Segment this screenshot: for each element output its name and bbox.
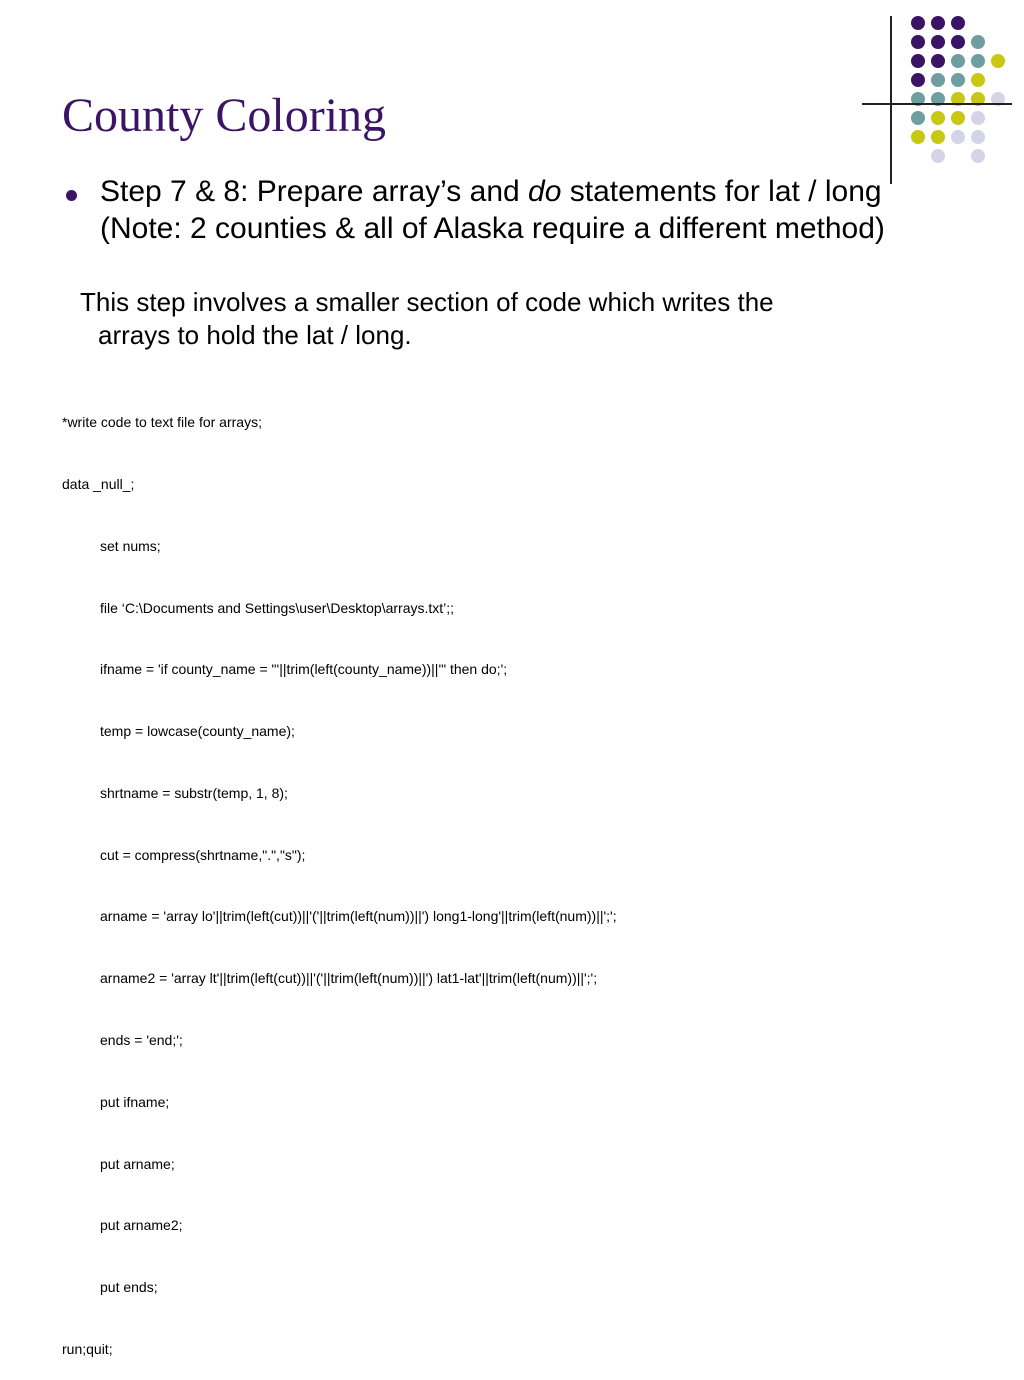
decor-dot bbox=[911, 111, 925, 125]
code-line: *write code to text file for arrays; bbox=[62, 414, 262, 431]
decor-dot bbox=[971, 111, 985, 125]
subtext-line-1: This step involves a smaller section of code which writes the bbox=[80, 287, 774, 317]
subtext-line-2: arrays to hold the lat / long. bbox=[98, 320, 412, 350]
code-line: ends = 'end;'; bbox=[100, 1032, 183, 1048]
code-block bbox=[62, 371, 617, 1380]
bullet-item bbox=[62, 173, 962, 247]
code-line: set nums; bbox=[100, 537, 161, 554]
code-line: ifname = 'if county_name = "'||trim(left(county_name))||'" then do;'; bbox=[100, 661, 508, 678]
decor-dot bbox=[911, 73, 925, 87]
decor-dot bbox=[931, 149, 945, 163]
decor-dot bbox=[911, 130, 925, 144]
bullet-text-start: Step 7 & 8: Prepare array’s and bbox=[100, 175, 529, 208]
decor-dot bbox=[931, 73, 945, 87]
decorative-dot-grid bbox=[0, 0, 1024, 170]
decor-dot bbox=[971, 130, 985, 144]
decor-dot bbox=[991, 54, 1005, 68]
decor-dot bbox=[931, 54, 945, 68]
decor-dot bbox=[971, 54, 985, 68]
divider-horizontal bbox=[862, 103, 1012, 105]
decor-dot bbox=[951, 16, 965, 30]
decor-dot bbox=[951, 54, 965, 68]
code-line: arname2 = 'array lt'||trim(left(cut))||'('||trim(left(num))||') lat1-lat'||trim(left(num))||';'; bbox=[100, 970, 598, 987]
divider-vertical bbox=[890, 16, 892, 184]
decor-dot bbox=[951, 111, 965, 125]
slide-title: County Coloring bbox=[62, 89, 387, 142]
decor-dot bbox=[971, 35, 985, 49]
bullet-text bbox=[100, 173, 962, 247]
code-line: put arname2; bbox=[100, 1217, 183, 1234]
code-line: shrtname = substr(temp, 1, 8); bbox=[100, 784, 288, 801]
decor-dot bbox=[951, 130, 965, 144]
decor-dot bbox=[931, 111, 945, 125]
decor-dot bbox=[931, 16, 945, 30]
code-line: put arname; bbox=[100, 1155, 175, 1172]
decor-dot bbox=[911, 35, 925, 49]
bullet-text-end: statements for lat / long (Note: 2 counties & all of Alaska require a different method) bbox=[100, 175, 885, 245]
decor-dot bbox=[931, 35, 945, 49]
code-line: temp = lowcase(county_name); bbox=[100, 723, 295, 740]
decor-dot bbox=[931, 130, 945, 144]
decor-dot bbox=[951, 35, 965, 49]
code-line: put ends; bbox=[100, 1279, 158, 1296]
subtext-paragraph bbox=[80, 286, 960, 352]
decor-dot bbox=[951, 73, 965, 87]
bullet-emphasis: do bbox=[528, 175, 562, 208]
bullet-icon bbox=[66, 190, 77, 201]
decor-dot bbox=[971, 73, 985, 87]
code-line: put ifname; bbox=[100, 1093, 170, 1110]
decor-dot bbox=[911, 54, 925, 68]
code-line: data _null_; bbox=[62, 475, 135, 492]
code-line: file ‘C:\Documents and Settings\user\Desktop\arrays.txt’;; bbox=[100, 599, 455, 616]
code-line: run;quit; bbox=[62, 1340, 113, 1357]
decor-dot bbox=[911, 16, 925, 30]
decor-dot bbox=[971, 149, 985, 163]
code-line: arname = 'array lo'||trim(left(cut))||'('||trim(left(num))||') long1-long'||trim(left(num))||';'; bbox=[100, 908, 617, 925]
code-line: cut = compress(shrtname,".","s"); bbox=[100, 846, 306, 863]
